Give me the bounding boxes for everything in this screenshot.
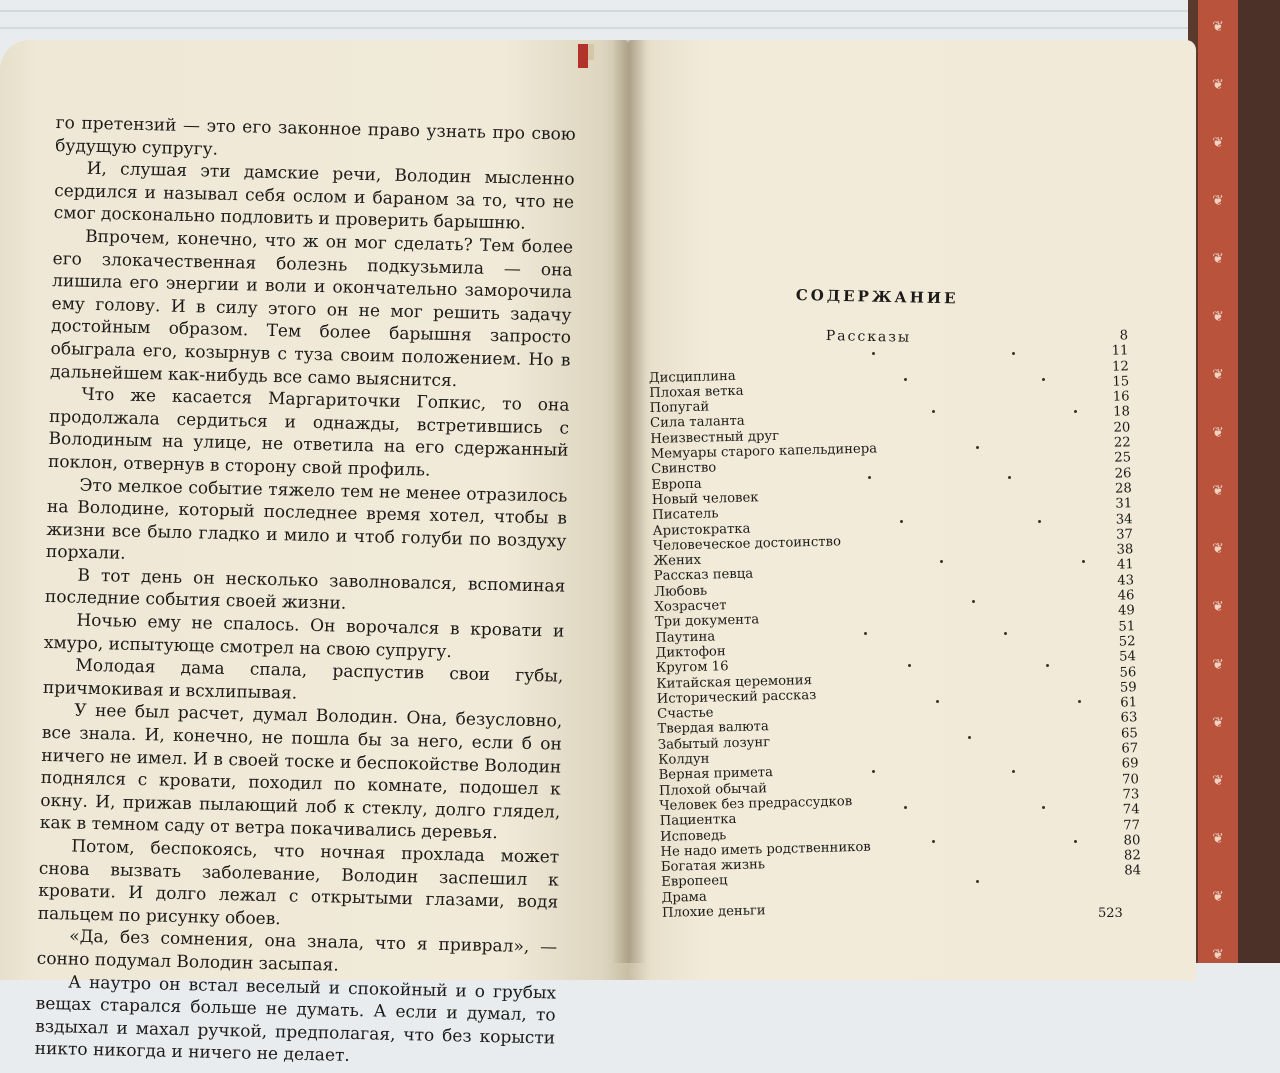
cover-ornament-motif: ❦ xyxy=(1212,193,1224,209)
leader-dot xyxy=(1012,352,1015,355)
contents-entry-page: 61 xyxy=(1120,695,1138,711)
contents-entry-page: 34 xyxy=(1115,511,1133,528)
contents-entry-title: Свинство xyxy=(650,460,717,478)
contents-entry-title: Твердая валюта xyxy=(657,719,769,738)
contents-entry-title: Любовь xyxy=(653,583,708,600)
book-cover-edge xyxy=(1238,0,1280,963)
contents-entry-page: 20 xyxy=(1113,420,1131,436)
leader-dot xyxy=(872,352,875,355)
cover-ornament-motif: ❦ xyxy=(1212,773,1224,789)
contents-entry-title: Хозрасчет xyxy=(654,598,727,615)
contents-entry-title: Попугай xyxy=(649,399,710,417)
paragraph: И, слушая эти дамские речи, Володин мысленно сердился и называл себя ослом и бараном за то, что не смог досконально подловить и проверить барышню. xyxy=(53,158,575,235)
leader-dot xyxy=(864,632,867,635)
contents-entry-page: 31 xyxy=(1115,496,1133,512)
contents-entry-page: 28 xyxy=(1114,481,1132,497)
leader-dot xyxy=(976,880,979,883)
paragraph: Это мелкое событие тяжело тем не менее отразилось на Володине, который последнее время хотел, чтобы в жизни все было гладко и мило и чтоб голуби по воздуху порхали. xyxy=(45,475,568,564)
contents-entry-title: Европа xyxy=(651,476,702,493)
contents-entry-title: Счастье xyxy=(656,705,714,723)
contents-list xyxy=(648,328,1142,921)
contents-entry-page: 74 xyxy=(1122,802,1140,818)
cover-ornament-motif: ❦ xyxy=(1212,77,1224,93)
leader-dot xyxy=(968,736,971,739)
leader-dot xyxy=(932,410,935,413)
leader-dot xyxy=(1082,560,1085,563)
leader-dot xyxy=(972,600,975,603)
headband xyxy=(588,44,594,60)
cover-ornament-motif: ❦ xyxy=(1212,889,1224,905)
cover-ornament-motif: ❦ xyxy=(1212,947,1224,963)
contents-entry-page: 11 xyxy=(1111,343,1129,359)
table-plank xyxy=(0,10,1280,12)
contents-entry-title: Новый человек xyxy=(651,490,759,508)
page-number: 523 xyxy=(1098,906,1123,921)
contents-entry-title: Богатая жизнь xyxy=(660,857,766,875)
bookmark-ribbon xyxy=(578,44,588,68)
paragraph: Ночью ему не спалось. Он ворочался в кровати и хмуро, испытующе смотрел на свою супругу. xyxy=(43,610,565,662)
contents-entry-page: 16 xyxy=(1112,389,1130,405)
contents-entry-page: 67 xyxy=(1121,741,1139,757)
contents-entry-page: 65 xyxy=(1120,725,1138,742)
contents-entry-title: Забытый лозунг xyxy=(657,734,771,753)
contents-entry-title: Исторический рассказ xyxy=(656,687,817,707)
contents-entry-title: Китайская церемония xyxy=(656,672,813,692)
contents-entry-page: 73 xyxy=(1122,787,1140,803)
leader-dot xyxy=(1042,806,1045,809)
contents-entry-page: 22 xyxy=(1113,435,1131,451)
leader-dot xyxy=(936,700,939,703)
contents-entry-title: Неизвестный друг xyxy=(650,428,780,447)
contents-entry-title: Не надо иметь родственников xyxy=(660,839,871,860)
paragraph: «Да, без сомнения, она знала, что я приврал», — сонно подумал Володин засыпая. xyxy=(36,926,558,976)
contents-entry-page xyxy=(1112,894,1142,895)
contents-entry-title: Драма xyxy=(661,889,707,906)
leader-dot xyxy=(904,378,907,381)
contents-title: СОДЕРЖАНИЕ xyxy=(795,286,959,308)
leader-dot xyxy=(1042,378,1045,381)
cover-ornament-motif: ❦ xyxy=(1212,251,1224,267)
contents-entry-page: 43 xyxy=(1117,572,1135,589)
contents-entry-page: 51 xyxy=(1118,618,1136,635)
leader-dot xyxy=(1008,476,1011,479)
leader-dot xyxy=(1038,520,1041,523)
leader-dot xyxy=(904,806,907,809)
cover-ornament-motif: ❦ xyxy=(1212,715,1224,731)
contents-entry-title: Человек без предрассудков xyxy=(659,794,853,814)
contents-entry-page: 46 xyxy=(1117,588,1135,604)
contents-entry-title: Рассказ певца xyxy=(653,566,754,585)
contents-entry-title: Три документа xyxy=(654,612,760,631)
cover-ornament-motif: ❦ xyxy=(1212,367,1224,383)
contents-entry-page: 80 xyxy=(1123,832,1141,849)
contents-entry-title: Кругом 16 xyxy=(655,659,729,677)
table-plank xyxy=(0,27,1280,29)
leader-dot xyxy=(1078,700,1081,703)
leader-dot xyxy=(1074,410,1077,413)
leader-dot xyxy=(1074,840,1077,843)
contents-entry-page: 37 xyxy=(1115,527,1134,543)
paragraph: Что же касается Маргариточки Гопкис, то она продолжала сердиться и однажды, встретившись с Володиным на улице, не ответила на его сдержанный поклон, отвернув в сторону свой профиль. xyxy=(47,384,570,481)
paragraph: го претензий — это его законное право узнать про свою будущую супругу. xyxy=(55,112,576,160)
contents-entry-page: 69 xyxy=(1121,756,1139,772)
paragraph: Молодая дама спала, распустив свои губы, причмокивая и всхлипывая. xyxy=(42,655,564,704)
leader-dot xyxy=(932,840,935,843)
book-spine xyxy=(612,40,646,963)
contents-entry-page: 26 xyxy=(1114,465,1132,482)
leader-dot xyxy=(976,446,979,449)
leader-dot xyxy=(1004,632,1007,635)
contents-entry-title: Колдун xyxy=(658,751,710,768)
cover-ornament-motif: ❦ xyxy=(1212,541,1224,557)
paragraph: В тот день он несколько заволновался, вспоминая последние события своей жизни. xyxy=(44,565,566,615)
contents-entry-page: 8 xyxy=(1119,328,1129,344)
contents-entry-title: Аристократка xyxy=(652,521,751,539)
contents-entry-page: 38 xyxy=(1116,542,1134,558)
leader-dot xyxy=(872,770,875,773)
contents-entry-title: Пациентка xyxy=(659,812,737,830)
leader-dot xyxy=(1046,664,1049,667)
contents-entry-title: Исповедь xyxy=(659,827,727,845)
contents-entry-page: 12 xyxy=(1111,358,1129,375)
contents-entry-page: 77 xyxy=(1123,817,1141,834)
contents-section-heading: Рассказы xyxy=(825,328,912,346)
contents-entry-page: 25 xyxy=(1114,450,1132,467)
contents-entry-title: Плохие деньги xyxy=(661,903,766,921)
contents-entry-page: 15 xyxy=(1112,374,1130,390)
contents-entry-title: Сила таланта xyxy=(649,414,745,432)
contents-entry-page: 49 xyxy=(1117,603,1135,619)
contents-entry-page: 63 xyxy=(1120,710,1138,726)
contents-entry-title: Жених xyxy=(653,552,702,570)
contents-entry-title: Плохая ветка xyxy=(649,383,744,401)
contents-entry-title: Верная примета xyxy=(658,765,774,784)
paragraph: У нее был расчет, думал Володин. Она, безусловно, все знала. И, конечно, не пошла бы за него, если б он ничего не имел. И в своей тоске и беспокойстве Володин поднялся с кровати, походил по комнате, подошел к окну. И, прижав пылающий лоб к стеклу, долго глядел, как в темном саду от ветра покачивались деревья. xyxy=(39,701,563,844)
left-page-text xyxy=(34,112,575,1072)
paragraph: Впрочем, конечно, что ж он мог сделать? Тем более его злокачественная болезнь подкузьмила — она лишила его энергии и воли и окончательно заморочила ему голову. И в силу этого он не мог решить задачу достойным образом. Тем более барышня запросто обыграла его, козырнув с туза своим положением. Но в дальнейшем как-нибудь все само выяснится. xyxy=(49,226,574,391)
contents-entry-page: 54 xyxy=(1118,649,1137,665)
contents-entry-page xyxy=(1111,879,1141,880)
leader-dot xyxy=(940,560,943,563)
contents-entry-title: Европеец xyxy=(661,873,728,891)
contents-entry-page: 41 xyxy=(1116,557,1134,574)
cover-ornament-motif: ❦ xyxy=(1212,425,1224,441)
cover-ornament-motif: ❦ xyxy=(1212,657,1224,673)
contents-entry-title: Дисциплина xyxy=(648,368,736,386)
cover-ornament-motif: ❦ xyxy=(1212,309,1224,325)
contents-entry-page: 84 xyxy=(1124,863,1142,879)
contents-entry-page: 56 xyxy=(1119,664,1137,681)
contents-entry-page: 52 xyxy=(1118,634,1136,650)
cover-ornament-motif: ❦ xyxy=(1212,19,1224,35)
cover-ornament-motif: ❦ xyxy=(1212,831,1224,847)
contents-entry-page: 70 xyxy=(1121,771,1140,788)
paragraph: А наутро он встал веселый и спокойный и о грубых вещах старался больше не думать. А если и думал, то вздыхал и махал ручкой, предполагая, что без корысти никто никогда и ничего не делает. xyxy=(34,972,557,1067)
cover-ornament-motif: ❦ xyxy=(1212,483,1224,499)
contents-entry-page: 18 xyxy=(1112,404,1131,421)
contents-entry-page: 82 xyxy=(1123,848,1141,864)
leader-dot xyxy=(1012,770,1015,773)
contents-entry-page: 59 xyxy=(1119,679,1137,696)
contents-entry-title: Писатель xyxy=(652,506,719,524)
cover-ornament-motif: ❦ xyxy=(1212,135,1224,151)
paragraph: Потом, беспокоясь, что ночная прохлада может снова вызвать заболевание, Володин заспешил к кровати. И долго лежал с открытыми глазами, водя пальцем по рисунку обоев. xyxy=(37,836,560,930)
leader-dot xyxy=(908,664,911,667)
contents-entry-title: Человеческое достоинство xyxy=(652,534,842,554)
leader-dot xyxy=(900,520,903,523)
leader-dot xyxy=(868,476,871,479)
contents-entry-title: Диктофон xyxy=(655,644,726,661)
contents-entry-title: Паутина xyxy=(655,629,716,646)
contents-entry-title: Плохой обычай xyxy=(658,780,768,799)
contents-entry-title: Мемуары старого капельдинера xyxy=(650,441,878,463)
cover-ornament-motif: ❦ xyxy=(1212,599,1224,615)
